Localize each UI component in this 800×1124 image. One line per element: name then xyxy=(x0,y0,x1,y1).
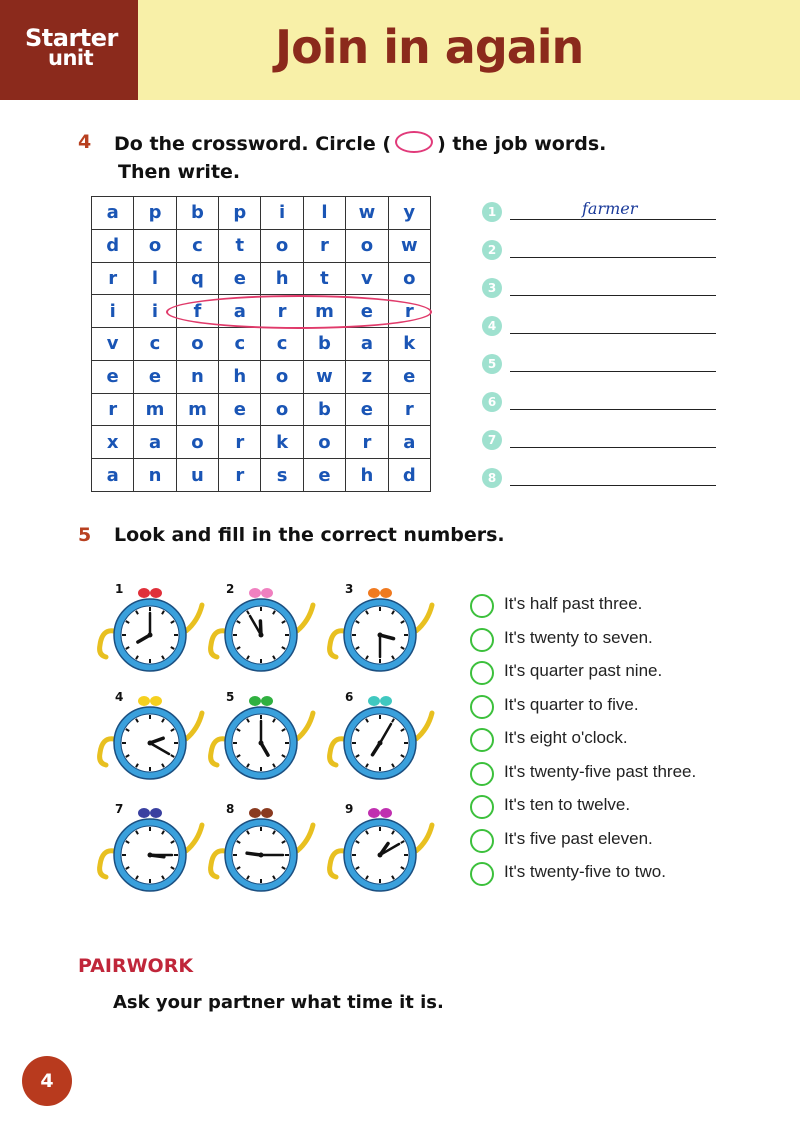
grid-cell: o xyxy=(388,262,430,295)
answer-number: 1 xyxy=(482,202,502,222)
grid-cell: y xyxy=(388,197,430,230)
grid-cell: v xyxy=(346,262,388,295)
grid-cell: x xyxy=(92,426,134,459)
grid-cell: m xyxy=(134,393,176,426)
grid-cell: i xyxy=(261,197,303,230)
clock-number: 8 xyxy=(226,802,235,816)
answer-line[interactable] xyxy=(510,257,716,258)
grid-cell: o xyxy=(261,229,303,262)
clock-bow-icon xyxy=(261,808,273,818)
grid-cell: e xyxy=(303,459,345,492)
time-sentence-text: It's quarter to five. xyxy=(504,694,639,714)
grid-cell: c xyxy=(176,229,218,262)
grid-cell: t xyxy=(303,262,345,295)
time-sentence-text: It's five past eleven. xyxy=(504,828,653,848)
clock-center-pin xyxy=(259,633,264,638)
clock-bow-icon xyxy=(138,808,150,818)
grid-cell: e xyxy=(346,393,388,426)
answer-circle-input[interactable] xyxy=(470,661,494,685)
grid-cell: o xyxy=(176,328,218,361)
grid-cell: e xyxy=(346,295,388,328)
clock-bow-icon xyxy=(138,588,150,598)
answer-row xyxy=(482,273,722,303)
grid-cell: k xyxy=(261,426,303,459)
answer-number: 4 xyxy=(482,316,502,336)
grid-cell: e xyxy=(134,360,176,393)
answer-line[interactable] xyxy=(510,333,716,334)
clock-arm-left xyxy=(330,739,344,765)
clock-bow-icon xyxy=(249,588,261,598)
grid-cell: o xyxy=(261,393,303,426)
page-number: 4 xyxy=(22,1056,72,1106)
grid-cell: p xyxy=(134,197,176,230)
clock-arm-right xyxy=(297,825,313,851)
grid-cell: b xyxy=(303,393,345,426)
grid-cell: e xyxy=(219,393,261,426)
answer-row xyxy=(482,349,722,379)
answer-line[interactable] xyxy=(510,295,716,296)
grid-cell: r xyxy=(388,295,430,328)
clock-bow-icon xyxy=(150,696,162,706)
grid-cell: h xyxy=(261,262,303,295)
clock-number: 4 xyxy=(115,690,124,704)
clock-arm-right xyxy=(416,713,432,739)
grid-row xyxy=(92,360,431,393)
page-title: Join in again xyxy=(275,20,584,74)
pairwork-instruction: Ask your partner what time it is. xyxy=(113,992,444,1013)
grid-cell: w xyxy=(388,229,430,262)
answer-row xyxy=(482,387,722,417)
answer-number: 7 xyxy=(482,430,502,450)
clock-8-illustration xyxy=(196,793,326,913)
clock-bow-icon xyxy=(368,588,380,598)
grid-cell: r xyxy=(92,262,134,295)
circle-oval-icon xyxy=(395,131,433,153)
clock-9-illustration xyxy=(315,793,445,913)
clock-bow-icon xyxy=(380,588,392,598)
answer-circle-input[interactable] xyxy=(470,594,494,618)
clock-arm-left xyxy=(100,851,114,877)
grid-cell: s xyxy=(261,459,303,492)
farmer-circle-mark xyxy=(166,295,432,329)
clock-arm-left xyxy=(330,851,344,877)
answer-row xyxy=(482,463,722,493)
clock-bow-icon xyxy=(261,696,273,706)
clock-bow-icon xyxy=(138,696,150,706)
exercise-4-instruction-a: Do the crossword. Circle ( xyxy=(114,133,392,155)
grid-cell: u xyxy=(176,459,218,492)
grid-cell: r xyxy=(388,393,430,426)
grid-cell: e xyxy=(388,360,430,393)
clock-bow-icon xyxy=(150,588,162,598)
exercise-4-instruction xyxy=(114,131,606,155)
answer-line[interactable] xyxy=(510,409,716,410)
clock-arm-left xyxy=(100,631,114,657)
grid-cell: e xyxy=(219,262,261,295)
answer-row xyxy=(482,235,722,265)
clock-number: 7 xyxy=(115,802,124,816)
grid-cell: r xyxy=(303,229,345,262)
time-sentence-text: It's half past three. xyxy=(504,594,643,613)
answer-row xyxy=(482,197,722,227)
clock-number: 9 xyxy=(345,802,354,816)
time-sentence-text: It's eight o'clock. xyxy=(504,728,628,747)
grid-cell: c xyxy=(134,328,176,361)
grid-cell: d xyxy=(388,459,430,492)
grid-cell: r xyxy=(219,426,261,459)
answer-row xyxy=(482,425,722,455)
time-sentence-text: It's twenty to seven. xyxy=(504,627,653,647)
grid-cell: o xyxy=(346,229,388,262)
answer-line[interactable] xyxy=(510,485,716,486)
clock-bow-icon xyxy=(150,808,162,818)
clock-5-illustration xyxy=(196,681,326,801)
clock-center-pin xyxy=(378,633,383,638)
grid-cell: l xyxy=(134,262,176,295)
grid-cell: o xyxy=(261,360,303,393)
clock-arm-left xyxy=(100,739,114,765)
clock-3-illustration xyxy=(315,573,445,693)
unit-badge-line1: Starter xyxy=(25,24,118,52)
clock-center-pin xyxy=(148,633,153,638)
clock-6-illustration xyxy=(315,681,445,801)
clock-bow-icon xyxy=(380,808,392,818)
answer-number: 3 xyxy=(482,278,502,298)
grid-cell: a xyxy=(134,426,176,459)
grid-cell: d xyxy=(92,229,134,262)
clock-number: 1 xyxy=(115,582,124,596)
answer-number: 6 xyxy=(482,392,502,412)
clock-arm-right xyxy=(297,605,313,631)
grid-row xyxy=(92,328,431,361)
grid-cell: f xyxy=(176,295,218,328)
grid-cell: a xyxy=(346,328,388,361)
grid-cell: t xyxy=(219,229,261,262)
exercise-5-number: 5 xyxy=(78,524,92,546)
exercise-5-instruction: Look and fill in the correct numbers. xyxy=(114,524,505,546)
clock-bow-icon xyxy=(368,696,380,706)
grid-cell: a xyxy=(219,295,261,328)
grid-row xyxy=(92,393,431,426)
clock-center-pin xyxy=(148,853,153,858)
clock-center-pin xyxy=(378,853,383,858)
clock-number: 5 xyxy=(226,690,235,704)
grid-row xyxy=(92,262,431,295)
time-sentence-text: It's twenty-five to two. xyxy=(504,862,666,881)
grid-cell: c xyxy=(219,328,261,361)
clock-arm-left xyxy=(330,631,344,657)
grid-cell: p xyxy=(219,197,261,230)
unit-badge xyxy=(0,0,138,100)
answer-circle-input[interactable] xyxy=(470,695,494,719)
grid-cell: b xyxy=(303,328,345,361)
grid-cell: m xyxy=(303,295,345,328)
clock-arm-right xyxy=(297,713,313,739)
clock-arm-left xyxy=(211,851,225,877)
clock-arm-left xyxy=(211,739,225,765)
clock-bow-icon xyxy=(380,696,392,706)
grid-cell: w xyxy=(303,360,345,393)
clock-center-pin xyxy=(148,741,153,746)
time-sentence-text: It's twenty-five past three. xyxy=(504,761,697,781)
crossword-grid xyxy=(91,196,431,492)
answer-line[interactable] xyxy=(510,219,716,220)
grid-cell: o xyxy=(134,229,176,262)
grid-cell: h xyxy=(219,360,261,393)
time-sentence-text: It's ten to twelve. xyxy=(504,795,631,814)
grid-row xyxy=(92,459,431,492)
clock-2-illustration xyxy=(196,573,326,693)
clock-number: 3 xyxy=(345,582,354,596)
exercise-4-instruction-b: ) the job words. xyxy=(437,133,607,155)
clock-bow-icon xyxy=(249,696,261,706)
grid-cell: r xyxy=(219,459,261,492)
clock-arm-right xyxy=(416,605,432,631)
grid-cell: v xyxy=(92,328,134,361)
grid-cell: e xyxy=(92,360,134,393)
grid-cell: c xyxy=(261,328,303,361)
answer-text: farmer xyxy=(582,199,638,218)
clock-center-pin xyxy=(259,741,264,746)
answer-row xyxy=(482,311,722,341)
grid-cell: r xyxy=(346,426,388,459)
grid-cell: o xyxy=(303,426,345,459)
answer-line[interactable] xyxy=(510,447,716,448)
grid-cell: i xyxy=(134,295,176,328)
clock-center-pin xyxy=(259,853,264,858)
clock-arm-left xyxy=(211,631,225,657)
clock-bow-icon xyxy=(249,808,261,818)
answer-circle-input[interactable] xyxy=(470,628,494,652)
clock-arm-right xyxy=(416,825,432,851)
answer-number: 2 xyxy=(482,240,502,260)
grid-cell: n xyxy=(176,360,218,393)
answer-circle-input[interactable] xyxy=(470,829,494,853)
grid-cell: q xyxy=(176,262,218,295)
clock-number: 2 xyxy=(226,582,235,596)
grid-row xyxy=(92,229,431,262)
grid-cell: r xyxy=(261,295,303,328)
grid-cell: a xyxy=(92,459,134,492)
grid-cell: r xyxy=(92,393,134,426)
grid-cell: a xyxy=(388,426,430,459)
answer-circle-input[interactable] xyxy=(470,728,494,752)
answer-circle-input[interactable] xyxy=(470,862,494,886)
grid-cell: k xyxy=(388,328,430,361)
time-sentence-text: It's quarter past nine. xyxy=(504,661,663,680)
grid-cell: a xyxy=(92,197,134,230)
grid-cell: b xyxy=(176,197,218,230)
grid-cell: i xyxy=(92,295,134,328)
grid-cell: l xyxy=(303,197,345,230)
clock-bow-icon xyxy=(261,588,273,598)
exercise-4-instruction-line2: Then write. xyxy=(118,161,241,183)
answer-number: 8 xyxy=(482,468,502,488)
grid-cell: n xyxy=(134,459,176,492)
grid-row xyxy=(92,426,431,459)
answer-circle-input[interactable] xyxy=(470,795,494,819)
unit-badge-line2: unit xyxy=(48,46,94,70)
grid-cell: z xyxy=(346,360,388,393)
grid-row xyxy=(92,197,431,230)
grid-cell: o xyxy=(176,426,218,459)
answer-number: 5 xyxy=(482,354,502,374)
answer-line[interactable] xyxy=(510,371,716,372)
pairwork-heading: PAIRWORK xyxy=(78,955,194,977)
grid-cell: h xyxy=(346,459,388,492)
grid-cell: w xyxy=(346,197,388,230)
clock-bow-icon xyxy=(368,808,380,818)
answer-circle-input[interactable] xyxy=(470,762,494,786)
clock-center-pin xyxy=(378,741,383,746)
grid-cell: m xyxy=(176,393,218,426)
clock-number: 6 xyxy=(345,690,354,704)
exercise-4-number: 4 xyxy=(78,131,92,153)
